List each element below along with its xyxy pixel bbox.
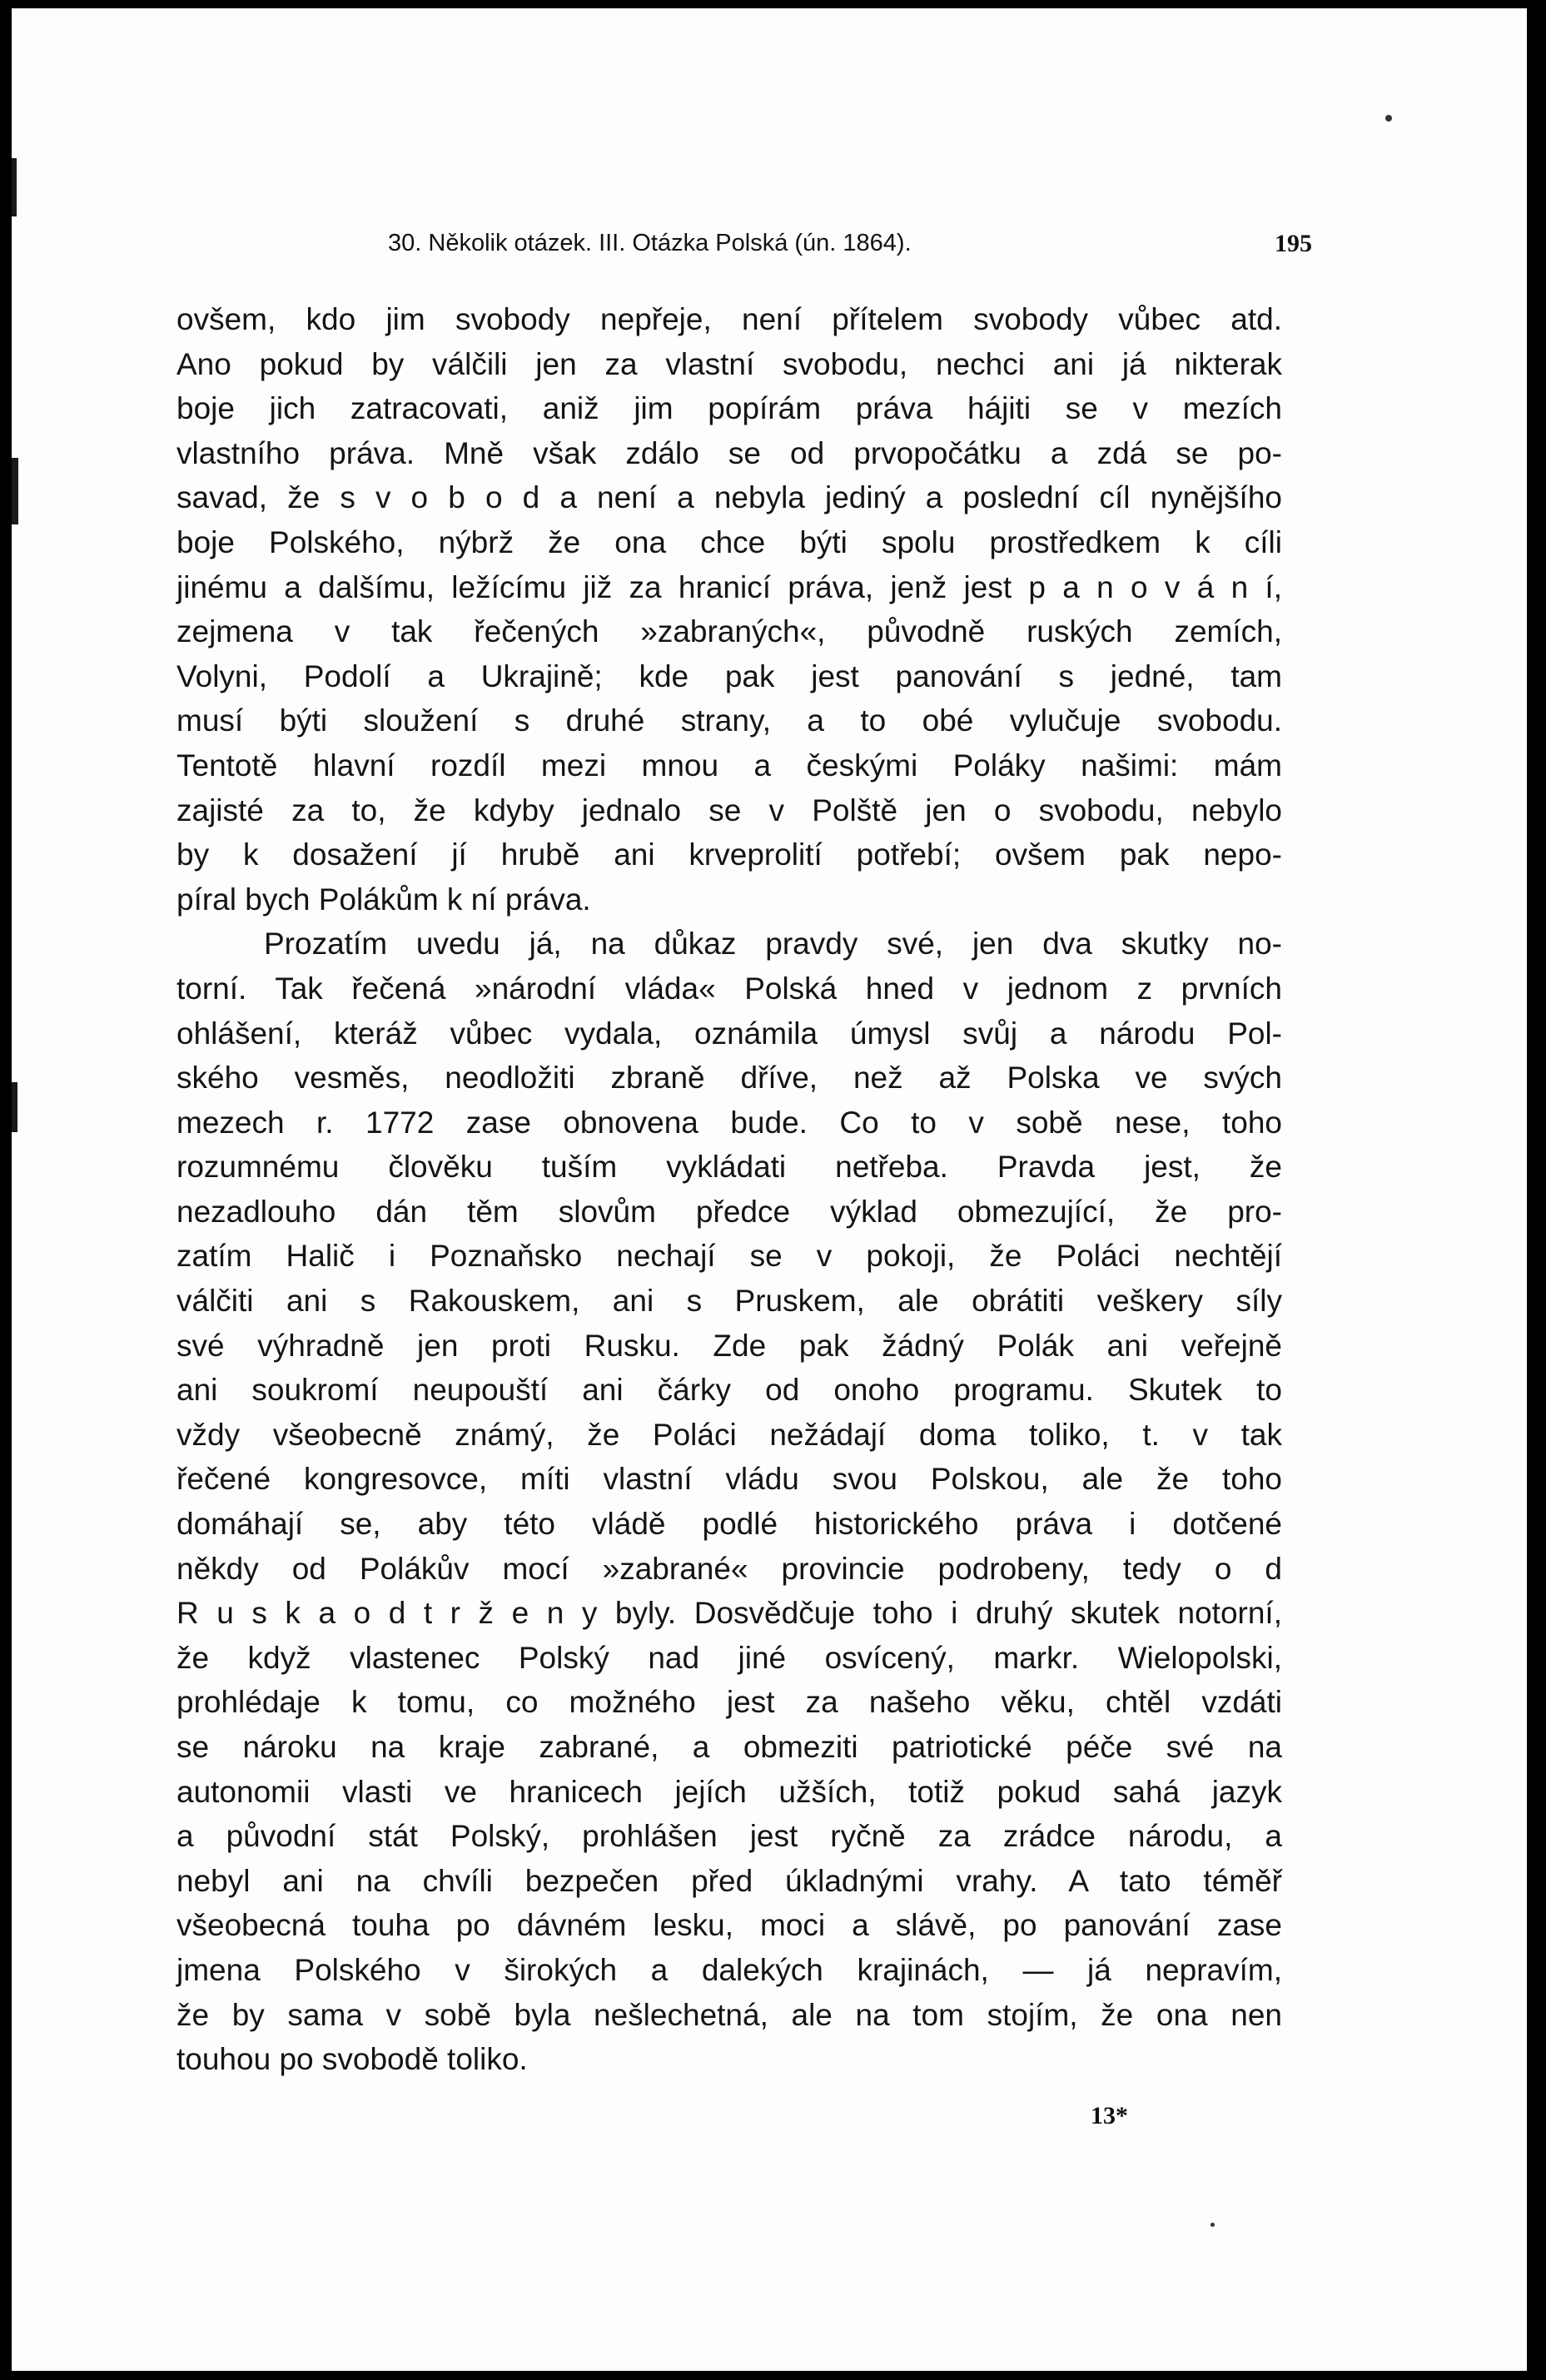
text-line: R u s k a o d t r ž e n y byly. Dosvědčuje toho i druhý skutek notorní, (176, 1596, 1282, 1631)
text-line: torní. Tak řečená »národní vláda« Polská hned v jednom z prvních (176, 971, 1282, 1006)
text-line: boje jich zatracovati, aniž jim popírám práva hájiti se v mezích (176, 391, 1282, 426)
scan-edge-mark (12, 1082, 17, 1132)
text-line: zejmena v tak řečených »zabraných«, původně ruských zemích, (176, 614, 1282, 649)
text-line: domáhají se, aby této vládě podlé historického práva i dotčené (176, 1507, 1282, 1542)
body-text (176, 297, 1282, 2082)
text-line: vždy všeobecně známý, že Poláci nežádají doma toliko, t. v tak (176, 1417, 1282, 1452)
text-line: řečené kongresovce, míti vlastní vládu svou Polskou, ale že toho (176, 1462, 1282, 1497)
text-line: zajisté za to, že kdyby jednalo se v Polště jen o svobodu, nebylo (176, 793, 1282, 827)
signature-mark: 13* (1091, 2102, 1128, 2129)
text-line: všeobecná touha po dávném lesku, moci a slávě, po panování zase (176, 1908, 1282, 1943)
text-line: mezech r. 1772 zase obnovena bude. Co to v sobě nese, toho (176, 1105, 1282, 1140)
text-line: nezadlouho dán těm slovům předce výklad obmezující, že pro- (176, 1194, 1282, 1229)
text-line: prohlédaje k tomu, co možného jest za našeho věku, chtěl vzdáti (176, 1685, 1282, 1720)
text-line: nebyl ani na chvíli bezpečen před úkladnými vrahy. A tato téměř (176, 1863, 1282, 1898)
text-line: ského vesměs, neodložiti zbraně dříve, než až Polska ve svých (176, 1061, 1282, 1096)
scan-edge-mark (12, 158, 17, 216)
text-line: válčiti ani s Rakouskem, ani s Pruskem, ale obrátiti veškery síly (176, 1284, 1282, 1319)
scan-speck (1385, 115, 1392, 122)
text-line: by k dosažení jí hrubě ani krveprolití potřebí; ovšem pak nepo- (176, 837, 1282, 872)
text-line: Ano pokud by válčili jen za vlastní svobodu, nechci ani já nikterak (176, 346, 1282, 381)
running-head: 30. Několik otázek. III. Otázka Polská (ún. 1864). (388, 230, 912, 256)
text-line: své výhradně jen proti Rusku. Zde pak žádný Polák ani veřejně (176, 1328, 1282, 1363)
text-line: ani soukromí neupouští ani čárky od onoho programu. Skutek to (176, 1373, 1282, 1408)
page-header (388, 223, 1312, 273)
text-line: že když vlastenec Polský nad jiné osvícený, markr. Wielopolski, (176, 1640, 1282, 1675)
text-line: autonomii vlasti ve hranicech jejích užších, totiž pokud sahá jazyk (176, 1774, 1282, 1809)
text-line: Volyni, Podolí a Ukrajině; kde pak jest panování s jedné, tam (176, 658, 1282, 693)
text-line: někdy od Polákův mocí »zabrané« provincie podrobeny, tedy o d (176, 1551, 1282, 1586)
text-line: jmena Polského v širokých a dalekých krajinách, — já nepravím, (176, 1952, 1282, 1987)
text-line: boje Polského, nýbrž že ona chce býti spolu prostředkem k cíli (176, 524, 1282, 559)
text-line: píral bych Polákům k ní práva. (176, 882, 591, 917)
text-line: vlastního práva. Mně však zdálo se od prvopočátku a zdá se po- (176, 435, 1282, 470)
text-line: Prozatím uvedu já, na důkaz pravdy své, jen dva skutky no- (264, 927, 1282, 961)
scan-edge-mark (12, 458, 18, 524)
text-line: Tentotě hlavní rozdíl mezi mnou a českými Poláky našimi: mám (176, 748, 1282, 783)
text-line: a původní stát Polský, prohlášen jest ryčně za zrádce národu, a (176, 1819, 1282, 1854)
text-line: zatím Halič i Poznaňsko nechají se v pokoji, že Poláci nechtějí (176, 1239, 1282, 1274)
text-line: rozumnému člověku tuším vykládati netřeba. Pravda jest, že (176, 1150, 1282, 1185)
scan-speck (1210, 2223, 1215, 2227)
page-number: 195 (1275, 230, 1312, 257)
text-line: touhou po svobodě toliko. (176, 2042, 528, 2077)
text-line: ohlášení, kteráž vůbec vydala, oznámila úmysl svůj a národu Pol- (176, 1016, 1282, 1051)
text-line: se nároku na kraje zabrané, a obmeziti patriotické péče své na (176, 1730, 1282, 1764)
text-line: savad, že s v o b o d a není a nebyla jediný a poslední cíl nynějšího (176, 480, 1282, 515)
text-line: ovšem, kdo jim svobody nepřeje, není přítelem svobody vůbec atd. (176, 302, 1282, 336)
text-line: že by sama v sobě byla nešlechetná, ale na tom stojím, že ona nen (176, 1997, 1282, 2032)
text-line: musí býti sloužení s druhé strany, a to obé vylučuje svobodu. (176, 703, 1282, 738)
text-line: jinému a dalšímu, ležícímu již za hranicí práva, jenž jest p a n o v á n í, (176, 569, 1282, 604)
